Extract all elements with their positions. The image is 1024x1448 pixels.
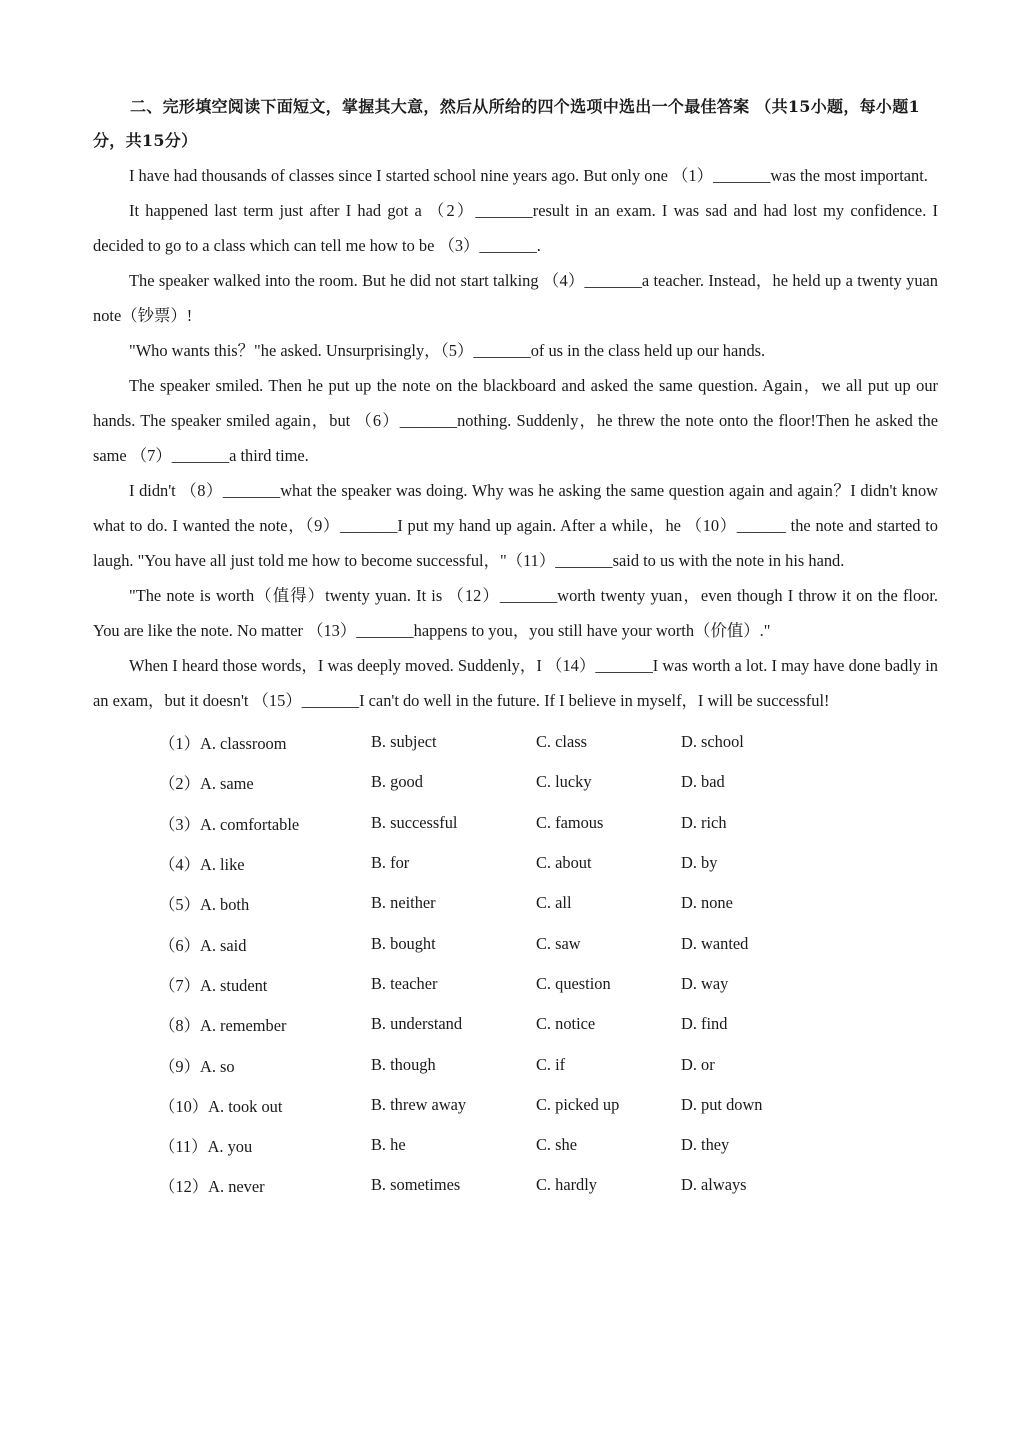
document-page: [93, 90, 938, 1206]
passage-paragraph: The speaker walked into the room. But he did not start talking （4）_______a teacher. Instead，he held up a twenty yuan note（钞票）!: [93, 271, 938, 325]
passage-paragraph: I didn't （8）_______what the speaker was doing. Why was he asking the same question again and again？I didn't know what to do. I wanted the note，（9）_______I put my hand up again. After a while，he （10）______ the note and started to laugh. "You have all just told me how to become successful，"（11）_______said to us with the note in his hand.: [93, 481, 938, 570]
option-d: D. put down: [681, 1094, 763, 1114]
passage-paragraph: I have had thousands of classes since I started school nine years ago. But only one （1）_______was the most important.: [129, 166, 928, 185]
option-d: D. none: [681, 893, 733, 913]
passage-paragraph: It happened last term just after I had got a （2）_______result in an exam. I was sad and had lost my confidence. I decided to go to a class which can tell me how to be （3）_______.: [93, 201, 938, 255]
option-c: C. if: [536, 1054, 566, 1074]
option-c: C. saw: [536, 933, 581, 953]
option-c: C. lucky: [536, 772, 592, 792]
option-d: D. find: [681, 1014, 728, 1034]
option-c: C. about: [536, 853, 592, 873]
option-c: C. hardly: [536, 1175, 598, 1195]
question-options-row: [159, 1165, 831, 1205]
option-a: （3）A. comfortable: [159, 814, 300, 834]
passage-paragraph: The speaker smiled. Then he put up the note on the blackboard and asked the same question. Again，we all put up our hands. The speaker smiled again，but （6）_______nothing. Suddenly，he threw the note onto the floor!Then he asked the same （7）_______a third time.: [93, 376, 938, 465]
question-options-row: [159, 964, 831, 1004]
option-b: B. threw away: [371, 1094, 467, 1114]
option-d: D. rich: [681, 812, 727, 832]
option-a: （8）A. remember: [159, 1016, 287, 1036]
option-d: D. bad: [681, 772, 725, 792]
option-b: B. successful: [371, 812, 458, 832]
option-b: B. though: [371, 1054, 436, 1074]
option-b: B. he: [371, 1135, 406, 1155]
option-b: B. understand: [371, 1014, 463, 1034]
passage-paragraph: "The note is worth（值得）twenty yuan. It is （12）_______worth twenty yuan，even though I throw it on the floor. You are like the note. No matter （13）_______happens to you，you still have your worth（价值）.": [93, 586, 938, 640]
option-b: B. bought: [371, 933, 436, 953]
option-a: （12）A. never: [159, 1177, 265, 1197]
question-options-row: [159, 762, 831, 802]
option-a: （4）A. like: [159, 855, 245, 875]
option-c: C. she: [536, 1135, 577, 1155]
option-b: B. sometimes: [371, 1175, 461, 1195]
option-b: B. for: [371, 853, 410, 873]
passage: [93, 158, 938, 718]
option-d: D. by: [681, 853, 718, 873]
passage-paragraph: "Who wants this？"he asked. Unsurprisingly，（5）_______of us in the class held up our hands.: [129, 341, 766, 360]
question-options-row: [159, 883, 831, 923]
option-d: D. they: [681, 1135, 730, 1155]
option-d: D. way: [681, 973, 729, 993]
option-d: D. school: [681, 732, 744, 752]
option-a: （10）A. took out: [159, 1096, 283, 1116]
option-c: C. famous: [536, 812, 604, 832]
option-a: （11）A. you: [159, 1137, 253, 1157]
option-a: （2）A. same: [159, 774, 254, 794]
option-a: （6）A. said: [159, 935, 247, 955]
option-c: C. question: [536, 973, 611, 993]
option-d: D. wanted: [681, 933, 749, 953]
option-a: （5）A. both: [159, 895, 250, 915]
question-options-row: [159, 843, 831, 883]
option-c: C. class: [536, 732, 587, 752]
option-c: C. picked up: [536, 1094, 620, 1114]
option-b: B. good: [371, 772, 423, 792]
question-options-row: [159, 722, 831, 762]
option-d: D. always: [681, 1175, 747, 1195]
passage-paragraph: When I heard those words，I was deeply moved. Suddenly，I （14）_______I was worth a lot. I may have done badly in an exam，but it doesn't （15）_______I can't do well in the future. If I believe in myself，I will be successful!: [93, 656, 938, 710]
answer-options-table: [159, 722, 831, 1206]
question-options-row: [159, 923, 831, 963]
option-b: B. neither: [371, 893, 436, 913]
option-a: （7）A. student: [159, 975, 268, 995]
option-b: B. subject: [371, 732, 437, 752]
option-b: B. teacher: [371, 973, 438, 993]
section-heading: 二、完形填空阅读下面短文，掌握其大意，然后从所给的四个选项中选出一个最佳答案 （共15小题，每小题1分，共15分）: [93, 97, 920, 150]
question-options-row: [159, 803, 831, 843]
option-c: C. notice: [536, 1014, 596, 1034]
question-options-row: [159, 1004, 831, 1044]
question-options-row: [159, 1125, 831, 1165]
question-options-row: [159, 1085, 831, 1125]
option-a: （1）A. classroom: [159, 734, 287, 754]
option-a: （9）A. so: [159, 1056, 235, 1076]
question-options-row: [159, 1044, 831, 1084]
option-d: D. or: [681, 1054, 715, 1074]
option-c: C. all: [536, 893, 572, 913]
